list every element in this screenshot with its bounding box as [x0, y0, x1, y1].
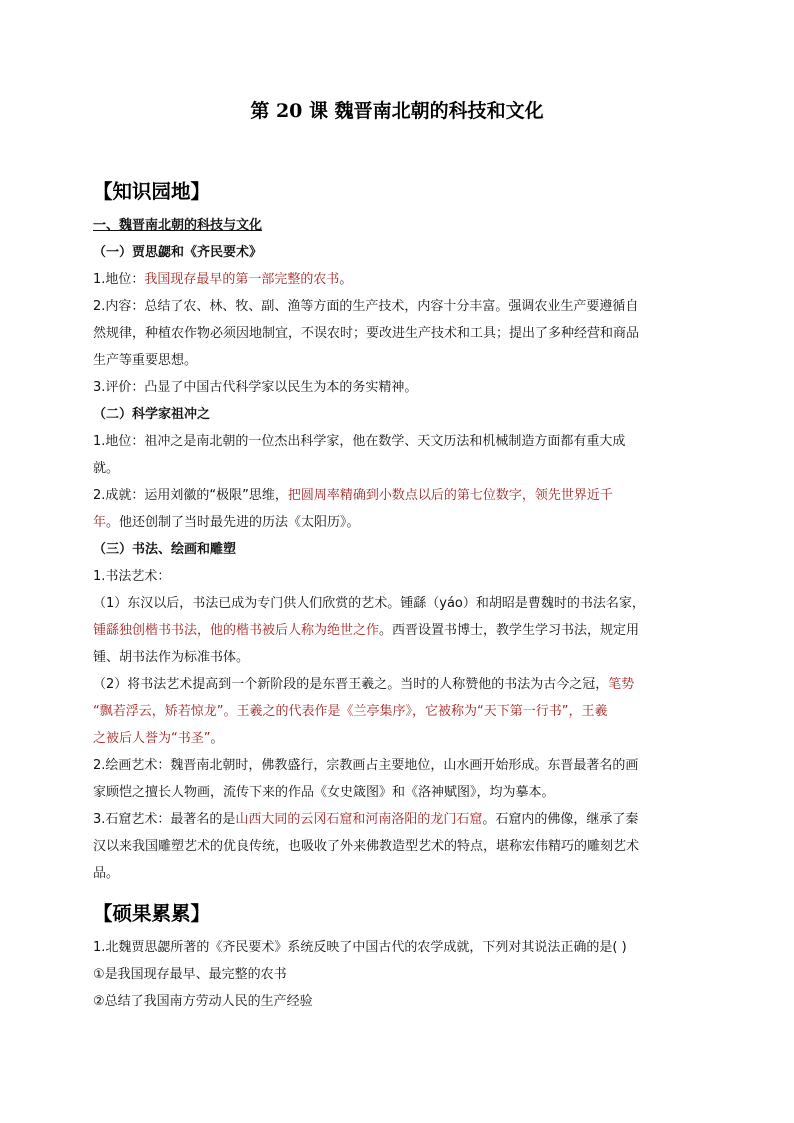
knowledge-body: [93, 212, 703, 887]
paragraph-b1-line1: 1.地位：祖冲之是南北朝的一位杰出科学家，他在数学、天文历法和机械制造方面都有重大成: [93, 434, 626, 449]
highlight-text: 年: [93, 515, 107, 530]
highlight-text: 笔势: [608, 677, 635, 692]
paragraph-c2-line2: 家顾恺之擅长人物画，流传下来的作品《女史箴图》和《洛神赋图》，均为摹本。: [93, 785, 555, 800]
section-heading-knowledge: 【知识园地】: [93, 180, 211, 203]
paragraph-c2-line1: 2.绘画艺术：魏晋南北朝时，佛教盛行，宗教画占主要地位，山水画开始形成。东晋最著名的画: [93, 758, 639, 773]
question-1-option-2: ②总结了我国南方劳动人民的生产经验: [93, 994, 313, 1009]
exercise-block: [93, 934, 703, 1015]
paragraph-c3-line1: 3.石窟艺术：最著名的是山西大同的云冈石窟和河南洛阳的龙门石窟。石窟内的佛像，继承了秦: [93, 812, 639, 827]
question-1-option-1: ①是我国现存最早、最完整的农书: [93, 967, 287, 982]
paragraph-c1a-line1: （1）东汉以后，书法已成为专门供人们欣赏的艺术。锺繇（yáo）和胡昭是曹魏时的书法名家，: [93, 596, 645, 611]
highlight-text: 之被后人誉为“书圣”: [93, 731, 211, 746]
highlight-text: 山西大同的云冈石窟和河南洛阳的龙门石窟: [235, 812, 483, 827]
paragraph-c1b-line2: “飘若浮云，矫若惊龙”。王羲之的代表作是《兰亭集序》，它被称为“天下第一行书”，王羲: [93, 704, 608, 719]
paragraph-c1b-line1: （2）将书法艺术提高到一个新阶段的是东晋王羲之。当时的人称赞他的书法为古今之冠，笔势: [93, 677, 635, 692]
paragraph-c1b-line3: 之被后人誉为“书圣”。: [93, 731, 224, 746]
paragraph-a3: 3.评价：凸显了中国古代科学家以民生为本的务实精神。: [93, 380, 418, 395]
paragraph-a2-line3: 生产等重要思想。: [93, 353, 198, 368]
subheading-art: （三）书法、绘画和雕塑: [93, 542, 237, 557]
paragraph-c1: 1.书法艺术：: [93, 569, 171, 584]
main-heading: 一、魏晋南北朝的科技与文化: [93, 218, 263, 233]
paragraph-a2-line2: 然规律，种植农作物必须因地制宜，不误农时；要改进生产技术和工具；提出了多种经营和商品: [93, 326, 640, 341]
paragraph-b1-line2: 就。: [93, 461, 120, 476]
paragraph-c3-line2: 汉以来我国雕塑艺术的优良传统，也吸收了外来佛教造型艺术的特点，堪称宏伟精巧的雕刻艺术: [93, 839, 640, 854]
paragraph-c3-line3: 品。: [93, 866, 120, 881]
highlight-text: 我国现存最早的第一部完整的农书: [144, 272, 340, 287]
paragraph-b2-line1: 2.成就：运用刘徽的“极限”思维，把圆周率精确到小数点以后的第七位数字，领先世界近千: [93, 488, 613, 503]
paragraph-c1a-line3: 锺、胡书法作为标准书体。: [93, 650, 250, 665]
question-1: 1.北魏贾思勰所著的《齐民要术》系统反映了中国古代的农学成就，下列对其说法正确的是( ): [93, 940, 627, 955]
paragraph-b2-line2: 年。他还创制了当时最先进的历法《太阳历》。: [93, 515, 360, 530]
highlight-text: 锺繇独创楷书书法，他的楷书被后人称为绝世之作: [93, 623, 380, 638]
highlight-text: 把圆周率精确到小数点以后的第七位数字，领先世界近千: [287, 488, 613, 503]
subheading-zuchongzhi: （二）科学家祖冲之: [93, 407, 211, 422]
page-title: 第 20 课 魏晋南北朝的科技和文化: [250, 100, 544, 122]
subheading-jiasixie: （一）贾思勰和《齐民要术》: [93, 245, 263, 260]
paragraph-a1: 1.地位：我国现存最早的第一部完整的农书。: [93, 272, 353, 287]
paragraph-c1a-line2: 锺繇独创楷书书法，他的楷书被后人称为绝世之作。西晋设置书博士，教学生学习书法，规定用: [93, 623, 640, 638]
section-heading-exercises: 【硕果累累】: [93, 902, 211, 925]
paragraph-a2-line1: 2.内容：总结了农、林、牧、副、渔等方面的生产技术，内容十分丰富。强调农业生产要遵循自: [93, 299, 639, 314]
